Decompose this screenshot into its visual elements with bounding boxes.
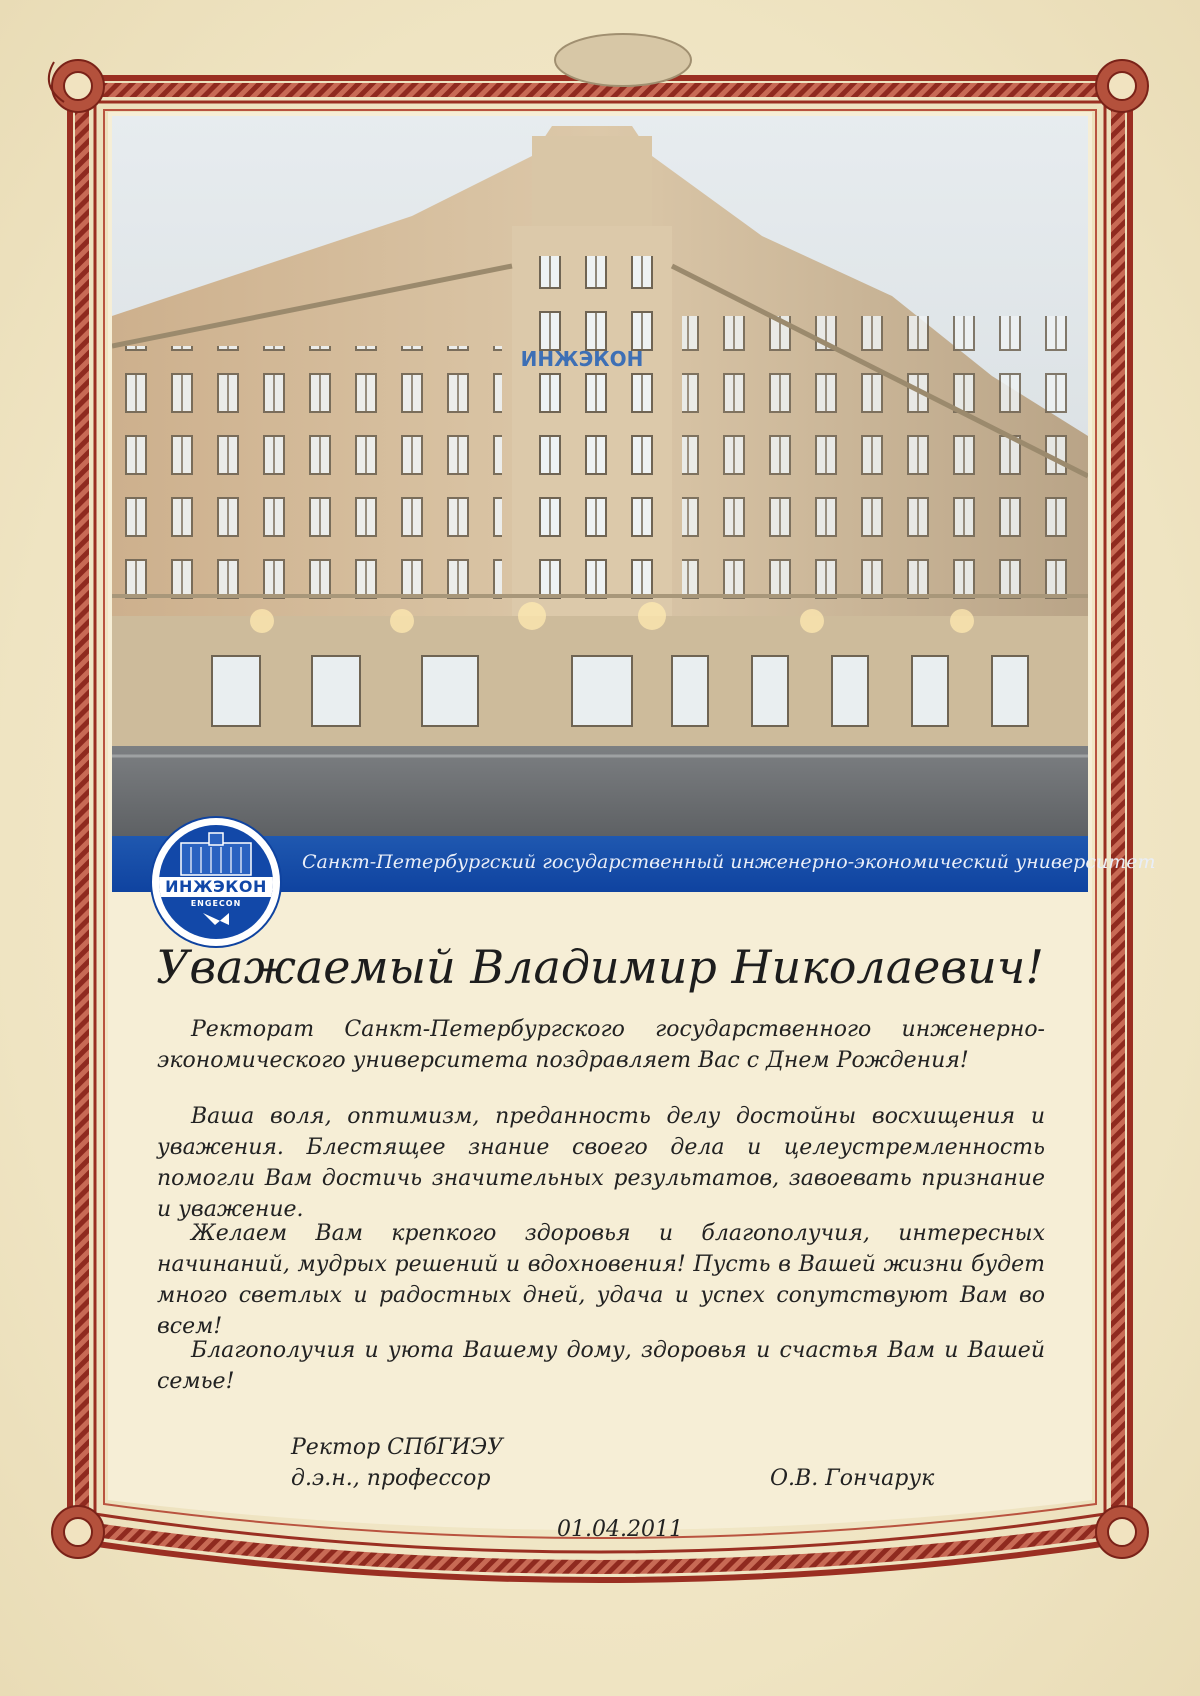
- logo-sub: ENGECON: [190, 899, 242, 908]
- corner-ornament-tl: [49, 60, 104, 112]
- greeting-heading: Уважаемый Владимир Николаевич!: [156, 940, 1044, 994]
- letter-date: 01.04.2011: [557, 1517, 683, 1542]
- university-logo: [152, 818, 280, 946]
- facade-sign: ИНЖЭКОН: [520, 347, 644, 371]
- corner-ornament-tr: [1096, 60, 1148, 112]
- signatory-degree: д.э.н., профессор: [291, 1466, 491, 1491]
- paragraph-2: Ваша воля, оптимизм, преданность делу достойны восхищения и уважения. Блестящее знание своего дела и целеустремленность помогли Вам достичь значительных результатов, завоевать признание и уважение.: [157, 1104, 1045, 1222]
- logo-word: ИНЖЭКОН: [159, 877, 273, 897]
- signatory-name: О.В. Гончарук: [770, 1466, 935, 1491]
- signatory-title: Ректор СПбГИЭУ: [291, 1435, 504, 1460]
- paragraph-3: Желаем Вам крепкого здоровья и благополучия, интересных начинаний, мудрых решений и вдохновения! Пусть в Вашей жизни будет много светлых и радостных дней, удача и успех сопутствуют Вам во всем!: [157, 1221, 1045, 1339]
- university-name: Санкт-Петербургский государственный инженерно-экономический университет: [302, 851, 1156, 873]
- logo-emblem: [159, 825, 273, 939]
- corner-ornament-bl: [52, 1506, 104, 1558]
- paragraph-4: Благополучия и уюта Вашему дому, здоровья и счастья Вам и Вашей семье!: [157, 1338, 1045, 1394]
- tower-top: [555, 34, 691, 86]
- corner-ornament-br: [1096, 1506, 1148, 1558]
- paragraph-1: Ректорат Санкт-Петербургского государственного инженерно-экономического университета поздравляет Вас с Днем Рождения!: [157, 1017, 1045, 1073]
- building-photo: [112, 116, 1088, 836]
